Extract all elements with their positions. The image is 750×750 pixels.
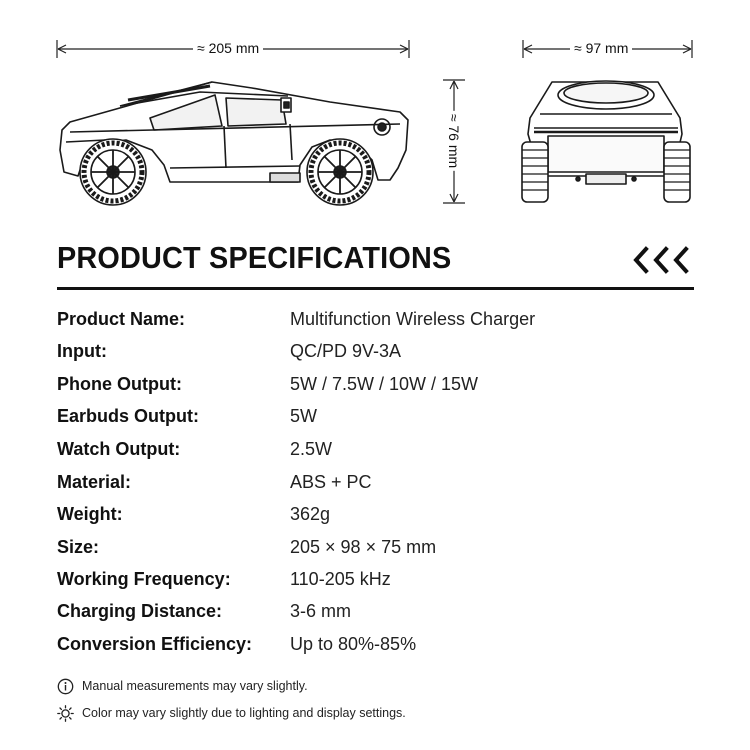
car-rear-view	[522, 81, 690, 202]
spec-label: Size:	[57, 537, 100, 557]
page-title: PRODUCT SPECIFICATIONS	[57, 240, 452, 275]
spec-label: Weight:	[57, 504, 123, 524]
spec-row	[57, 374, 697, 404]
spec-row	[57, 634, 697, 664]
height-label: ≈ 76 mm	[446, 111, 462, 171]
spec-row	[57, 601, 697, 631]
spec-label: Charging Distance:	[57, 601, 223, 621]
title-divider	[57, 287, 694, 290]
spec-row	[57, 569, 697, 599]
spec-value: 110-205 kHz	[290, 569, 391, 589]
spec-value: 2.5W	[290, 439, 333, 459]
spec-label: Phone Output:	[57, 374, 182, 394]
spec-row	[57, 504, 697, 534]
footnote-text: Color may vary slightly due to lighting and display settings.	[82, 706, 406, 720]
spec-label: Material:	[57, 472, 132, 492]
spec-label: Watch Output:	[57, 439, 181, 459]
spec-value: 362g	[290, 504, 331, 524]
spec-row	[57, 309, 697, 339]
spec-value: 205 × 98 × 75 mm	[290, 537, 437, 557]
spec-value: Up to 80%-85%	[290, 634, 417, 654]
car-side-view	[60, 82, 408, 205]
spec-value: Multifunction Wireless Charger	[290, 309, 536, 329]
spec-row	[57, 341, 697, 371]
side-width-label: ≈ 205 mm	[193, 40, 263, 56]
sun-icon	[57, 705, 74, 722]
triple-chevron-left-icon	[632, 246, 694, 274]
spec-value: ABS + PC	[290, 472, 372, 492]
spec-label: Conversion Efficiency:	[57, 634, 253, 654]
spec-row	[57, 406, 697, 436]
spec-value: 5W / 7.5W / 10W / 15W	[290, 374, 479, 394]
spec-value: 5W	[290, 406, 317, 426]
spec-value: 3-6 mm	[290, 601, 352, 621]
product-drawings	[0, 0, 750, 225]
spec-row	[57, 439, 697, 469]
spec-label: Working Frequency:	[57, 569, 231, 589]
footnote-text: Manual measurements may vary slightly.	[82, 679, 308, 693]
spec-row	[57, 472, 697, 502]
spec-row	[57, 537, 697, 567]
spec-label: Product Name:	[57, 309, 186, 329]
info-icon	[57, 678, 74, 695]
dimension-drawing	[0, 0, 750, 225]
spec-label: Earbuds Output:	[57, 406, 199, 426]
spec-label: Input:	[57, 341, 107, 361]
rear-width-label: ≈ 97 mm	[570, 40, 632, 56]
spec-value: QC/PD 9V-3A	[290, 341, 402, 361]
